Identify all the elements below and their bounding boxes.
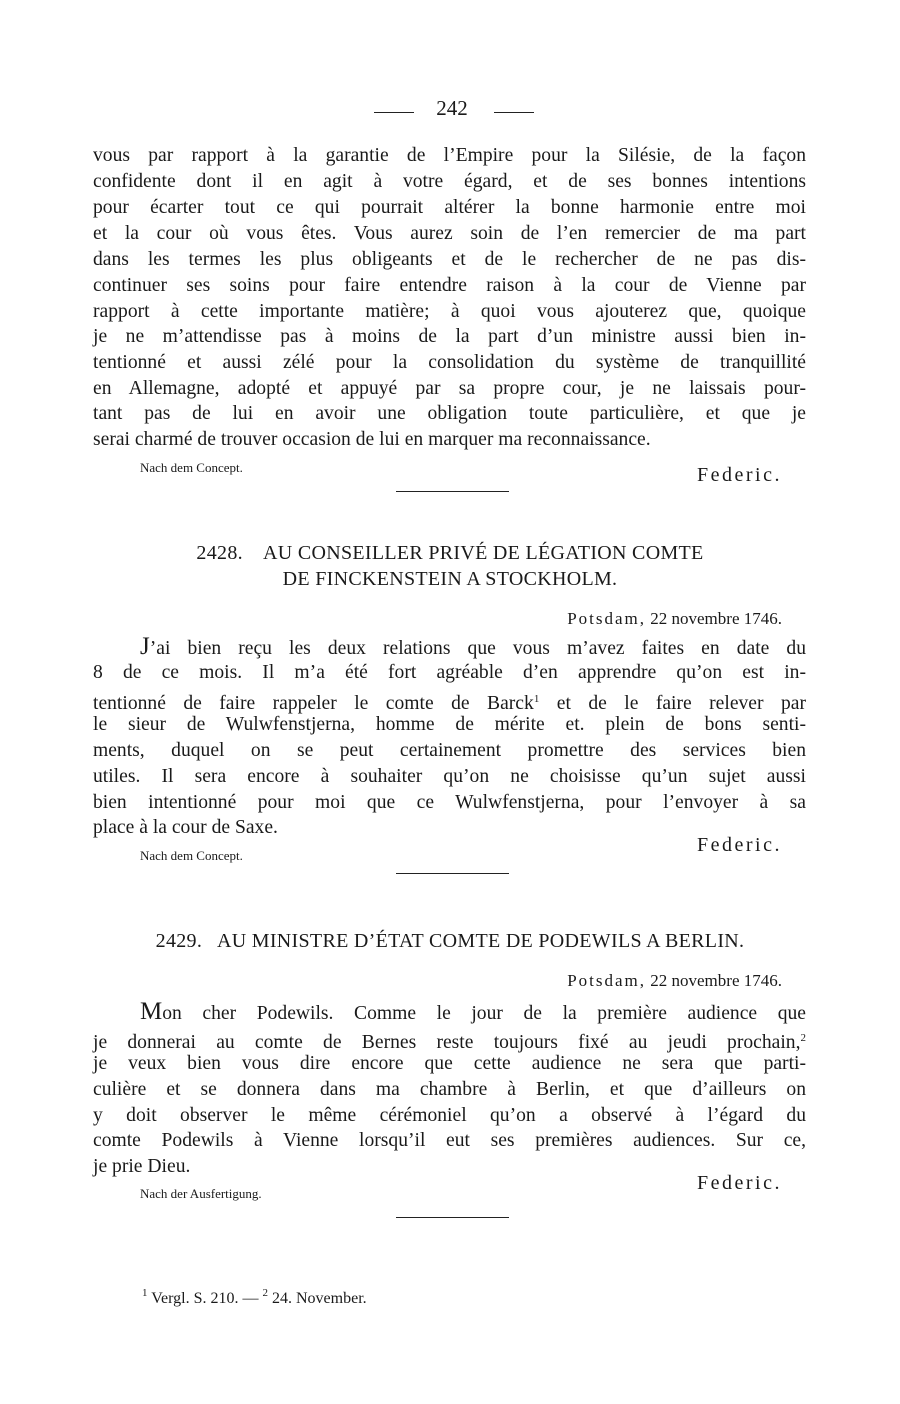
- source-note: Nach dem Concept.: [140, 848, 243, 863]
- letter-title: AU MINISTRE D’ÉTAT COMTE DE PODEWILS A BERLIN.: [216, 930, 745, 952]
- text-line: continuer ses soins pour faire entendre raison à la cour de Vienne par: [93, 275, 806, 296]
- footnote-marker: 2: [800, 1032, 806, 1044]
- text-line: serai charmé de trouver occasion de lui en marquer ma reconnaissance.: [93, 429, 651, 450]
- text-line: je prie Dieu.: [93, 1156, 191, 1177]
- text-line: utiles. Il sera encore à souhaiter qu’on ne choisisse qu’un sujet aussi: [93, 766, 806, 787]
- text-line: rapport à cette importante matière; à quoi vous ajouterez que, quoique: [93, 301, 806, 322]
- dateline-date: 22 novembre 1746.: [650, 609, 782, 628]
- text-line: je donnerai au comte de Bernes reste toujours fixé au jeudi prochain,$^2$: [93, 1032, 806, 1053]
- section-divider: [396, 491, 509, 492]
- text-line: le sieur de Wulwfenstjerna, homme de mérite et. plein de bons senti-: [93, 714, 806, 735]
- text-line: place à la cour de Saxe.: [93, 817, 278, 838]
- dateline-place: Potsdam,: [567, 609, 647, 628]
- footnotes: [142, 1282, 367, 1310]
- source-note: Nach der Ausfertigung.: [140, 1186, 262, 1201]
- text-line: bien intentionné pour moi que ce Wulwfenstjerna, pour l’envoyer à sa: [93, 792, 806, 813]
- letter-title: AU CONSEILLER PRIVÉ DE LÉGATION COMTE: [263, 542, 704, 564]
- footnote-marker: 1: [533, 693, 540, 705]
- dateline-place: Potsdam,: [567, 971, 647, 990]
- dateline: [567, 970, 782, 992]
- text-line: y doit observer le même cérémoniel qu’on a observé à l’égard du: [93, 1105, 806, 1126]
- text-line: et la cour où vous êtes. Vous aurez soin de l’en remercier de ma part: [93, 223, 806, 244]
- text-line: J’ai bien reçu les deux relations que vous m’avez faites en date du: [140, 633, 806, 660]
- dateline-date: 22 novembre 1746.: [650, 971, 782, 990]
- text-line: confidente dont il en agit à votre égard, et de ses bonnes intentions: [93, 171, 806, 192]
- footnote-marker: 1: [142, 1287, 148, 1299]
- page-number: 242: [436, 96, 468, 120]
- footnote-marker: 2: [262, 1287, 268, 1299]
- letter-number: 2428.: [196, 542, 243, 564]
- dateline: [567, 608, 782, 630]
- page-header: [0, 96, 900, 126]
- text-line: ments, duquel on se peut certainement promettre des services bien: [93, 740, 806, 761]
- initial-letter: J: [140, 633, 150, 660]
- letter-heading: [0, 928, 900, 954]
- signature: Federic.: [697, 834, 782, 856]
- section-divider: [396, 1217, 509, 1218]
- text-line: tant pas de lui en avoir une obligation toute particulière, et que je: [93, 403, 806, 424]
- text-line: Mon cher Podewils. Comme le jour de la première audience que: [140, 998, 806, 1025]
- footnote-text: Vergl. S. 210. —: [151, 1290, 259, 1307]
- text-line: tentionné et aussi zélé pour la consolidation du système de tranquillité: [93, 352, 806, 373]
- signature: Federic.: [697, 464, 782, 486]
- header-rule-left: [374, 112, 414, 113]
- text-line: tentionné de faire rappeler le comte de Barck$^1$ et de le faire relever par: [93, 693, 806, 714]
- text-line: vous par rapport à la garantie de l’Empire pour la Silésie, de la façon: [93, 145, 806, 166]
- letter-number: 2429.: [155, 930, 203, 952]
- text-line: je ne m’attendisse pas à moins de la part d’un ministre aussi bien in-: [93, 326, 806, 347]
- letter-heading: [0, 540, 900, 566]
- text-line: en Allemagne, adopté et appuyé par sa propre cour, je ne laissais pour-: [93, 378, 806, 399]
- text-line: comte Podewils à Vienne lorsqu’il eut ses premières audiences. Sur ce,: [93, 1130, 806, 1151]
- section-divider: [396, 873, 509, 874]
- letter-title-line-2: DE FINCKENSTEIN A STOCKHOLM.: [282, 568, 618, 590]
- header-rule-right: [494, 112, 534, 113]
- footnote-text: 24. November.: [271, 1290, 367, 1307]
- text-line: je veux bien vous dire encore que cette audience ne sera que parti-: [93, 1053, 806, 1074]
- initial-letter: M: [140, 998, 163, 1025]
- text-line: culière et se donnera dans ma chambre à Berlin, et que d’ailleurs on: [93, 1079, 806, 1100]
- signature: Federic.: [697, 1172, 782, 1194]
- text-line: pour écarter tout ce qui pourrait altérer la bonne harmonie entre moi: [93, 197, 806, 218]
- source-note: Nach dem Concept.: [140, 460, 243, 475]
- text-line: 8 de ce mois. Il m’a été fort agréable d’en apprendre qu’on est in-: [93, 662, 806, 683]
- text-line: dans les termes les plus obligeants et de le rechercher de ne pas dis-: [93, 249, 806, 270]
